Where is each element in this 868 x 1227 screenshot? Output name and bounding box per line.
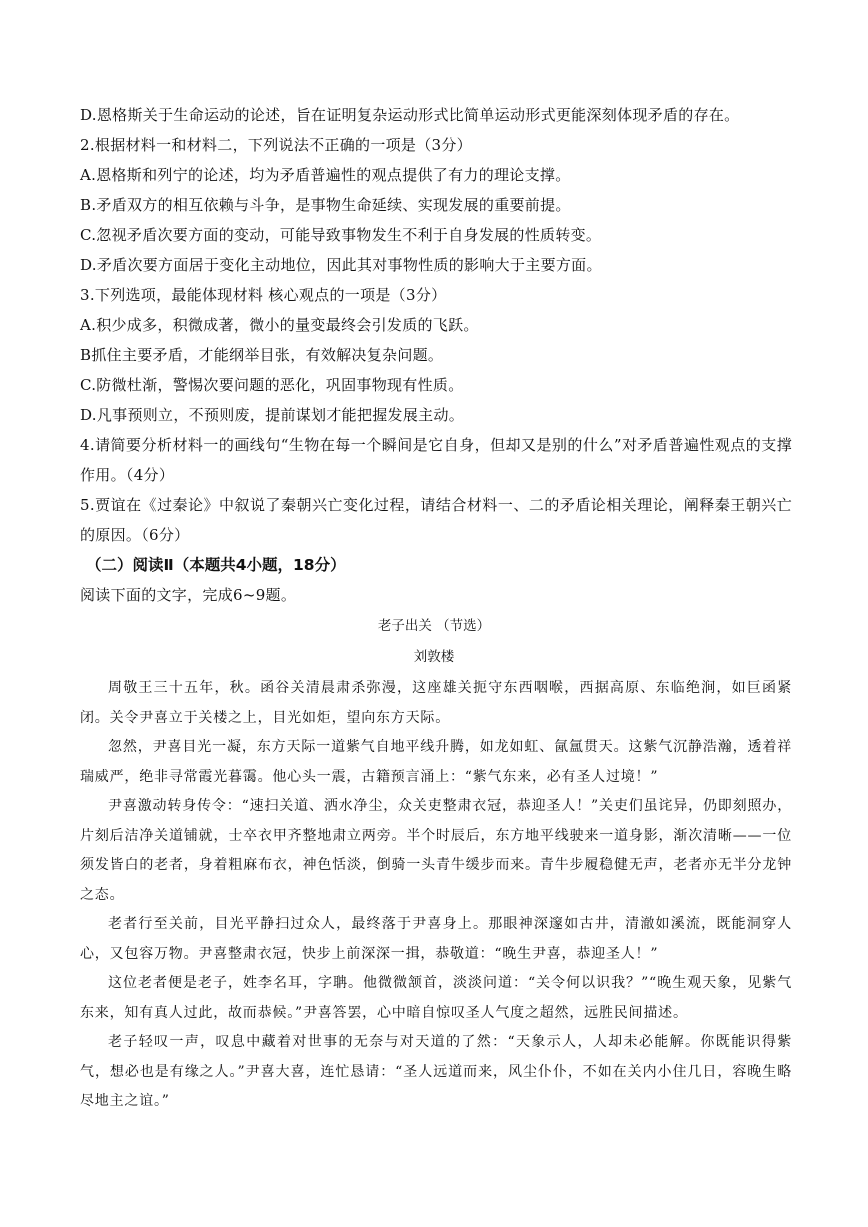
q3-option-d: D.凡事预则立，不预则废，提前谋划才能把握发展主动。	[80, 406, 465, 424]
article-paragraph: 老者行至关前，目光平静扫过众人，最终落于尹喜身上。那眼神深邃如古井，清澈如溪流，既能洞穿人心，又包容万物。尹喜整肃衣冠，快步上前深深一揖，恭敬道：“晚生尹喜，恭迎圣人！”	[80, 916, 792, 962]
q2-option-a: A.恩格斯和列宁的论述，均为矛盾普遍性的观点提供了有力的理论支撑。	[80, 166, 571, 184]
article-title: 老子出关 （节选）	[377, 618, 491, 634]
q3-option-b: B抓住主要矛盾，才能纲举目张，有效解决复杂问题。	[80, 346, 444, 364]
q3-option-c: C.防微杜渐，警惕次要问题的恶化，巩固事物现有性质。	[80, 376, 464, 394]
article-paragraph: 周敬王三十五年，秋。函谷关清晨肃杀弥漫，这座雄关扼守东西咽喉，西据高原、东临绝涧，如巨函紧闭。关令尹喜立于关楼之上，目光如炬，望向东方天际。	[80, 680, 792, 726]
article-paragraph: 尹喜激动转身传令：“速扫关道、洒水净尘，众关吏整肃衣冠，恭迎圣人！”关吏们虽诧异，仍即刻照办，片刻后洁净关道铺就，士卒衣甲齐整地肃立两旁。半个时辰后，东方地平线驶来一道身影，渐次清晰——一位须发皆白的老者，身着粗麻布衣，神色恬淡，倒骑一头青牛缓步而来。青牛步履稳健无声，老者亦无半分龙钟之态。	[80, 798, 792, 903]
article-paragraph: 忽然，尹喜目光一凝，东方天际一道紫气自地平线升腾，如龙如虹、氤氲贯天。这紫气沉静浩瀚，透着祥瑞威严，绝非寻常霞光暮霭。他心头一震，古籍预言涌上：“紫气东来，必有圣人过境！”	[80, 739, 792, 785]
q3-stem: 3.下列选项，最能体现材料 核心观点的一项是（3分）	[80, 286, 447, 304]
q2-option-b: B.矛盾双方的相互依赖与斗争，是事物生命延续、实现发展的重要前提。	[80, 196, 571, 214]
article-author: 刘敦楼	[413, 649, 455, 665]
q2-option-c: C.忽视矛盾次要方面的变动，可能导致事物发生不利于自身发展的性质转变。	[80, 226, 602, 244]
q1-option-d: D.恩格斯关于生命运动的论述，旨在证明复杂运动形式比简单运动形式更能深刻体现矛盾的存在。	[80, 106, 740, 124]
article-paragraph: 这位老者便是老子，姓李名耳，字聃。他微微颔首，淡淡问道：“关令何以识我？”“晚生观天象，见紫气东来，知有真人过此，故而恭候。”尹喜答罢，心中暗自惊叹圣人气度之超然，远胜民间描述。	[80, 975, 792, 1021]
q5-text: 5.贾谊在《过秦论》中叙说了秦朝兴亡变化过程，请结合材料一、二的矛盾论相关理论，阐释秦王朝兴亡的原因。（6分）	[80, 496, 792, 544]
section-instruction: 阅读下面的文字，完成6~9题。	[80, 586, 297, 604]
q2-stem: 2.根据材料一和材料二，下列说法不正确的一项是（3分）	[80, 136, 472, 154]
article-paragraph: 老子轻叹一声，叹息中藏着对世事的无奈与对天道的了然：“天象示人，人却未必能解。你既能识得紫气，想必也是有缘之人。”尹喜大喜，连忙恳请：“圣人远道而来，风尘仆仆，不如在关内小住几日，容晚生略尽地主之谊。”	[80, 1034, 792, 1109]
section-heading: （二）阅读Ⅱ（本题共4小题，18分）	[86, 556, 346, 574]
q4-text: 4.请简要分析材料一的画线句“生物在每一个瞬间是它自身，但却又是别的什么”对矛盾普遍性观点的支撑作用。（4分）	[80, 436, 792, 484]
q2-option-d: D.矛盾次要方面居于变化主动地位，因此其对事物性质的影响大于主要方面。	[80, 256, 602, 274]
q3-option-a: A.积少成多，积微成著，微小的量变最终会引发质的飞跃。	[80, 316, 479, 334]
